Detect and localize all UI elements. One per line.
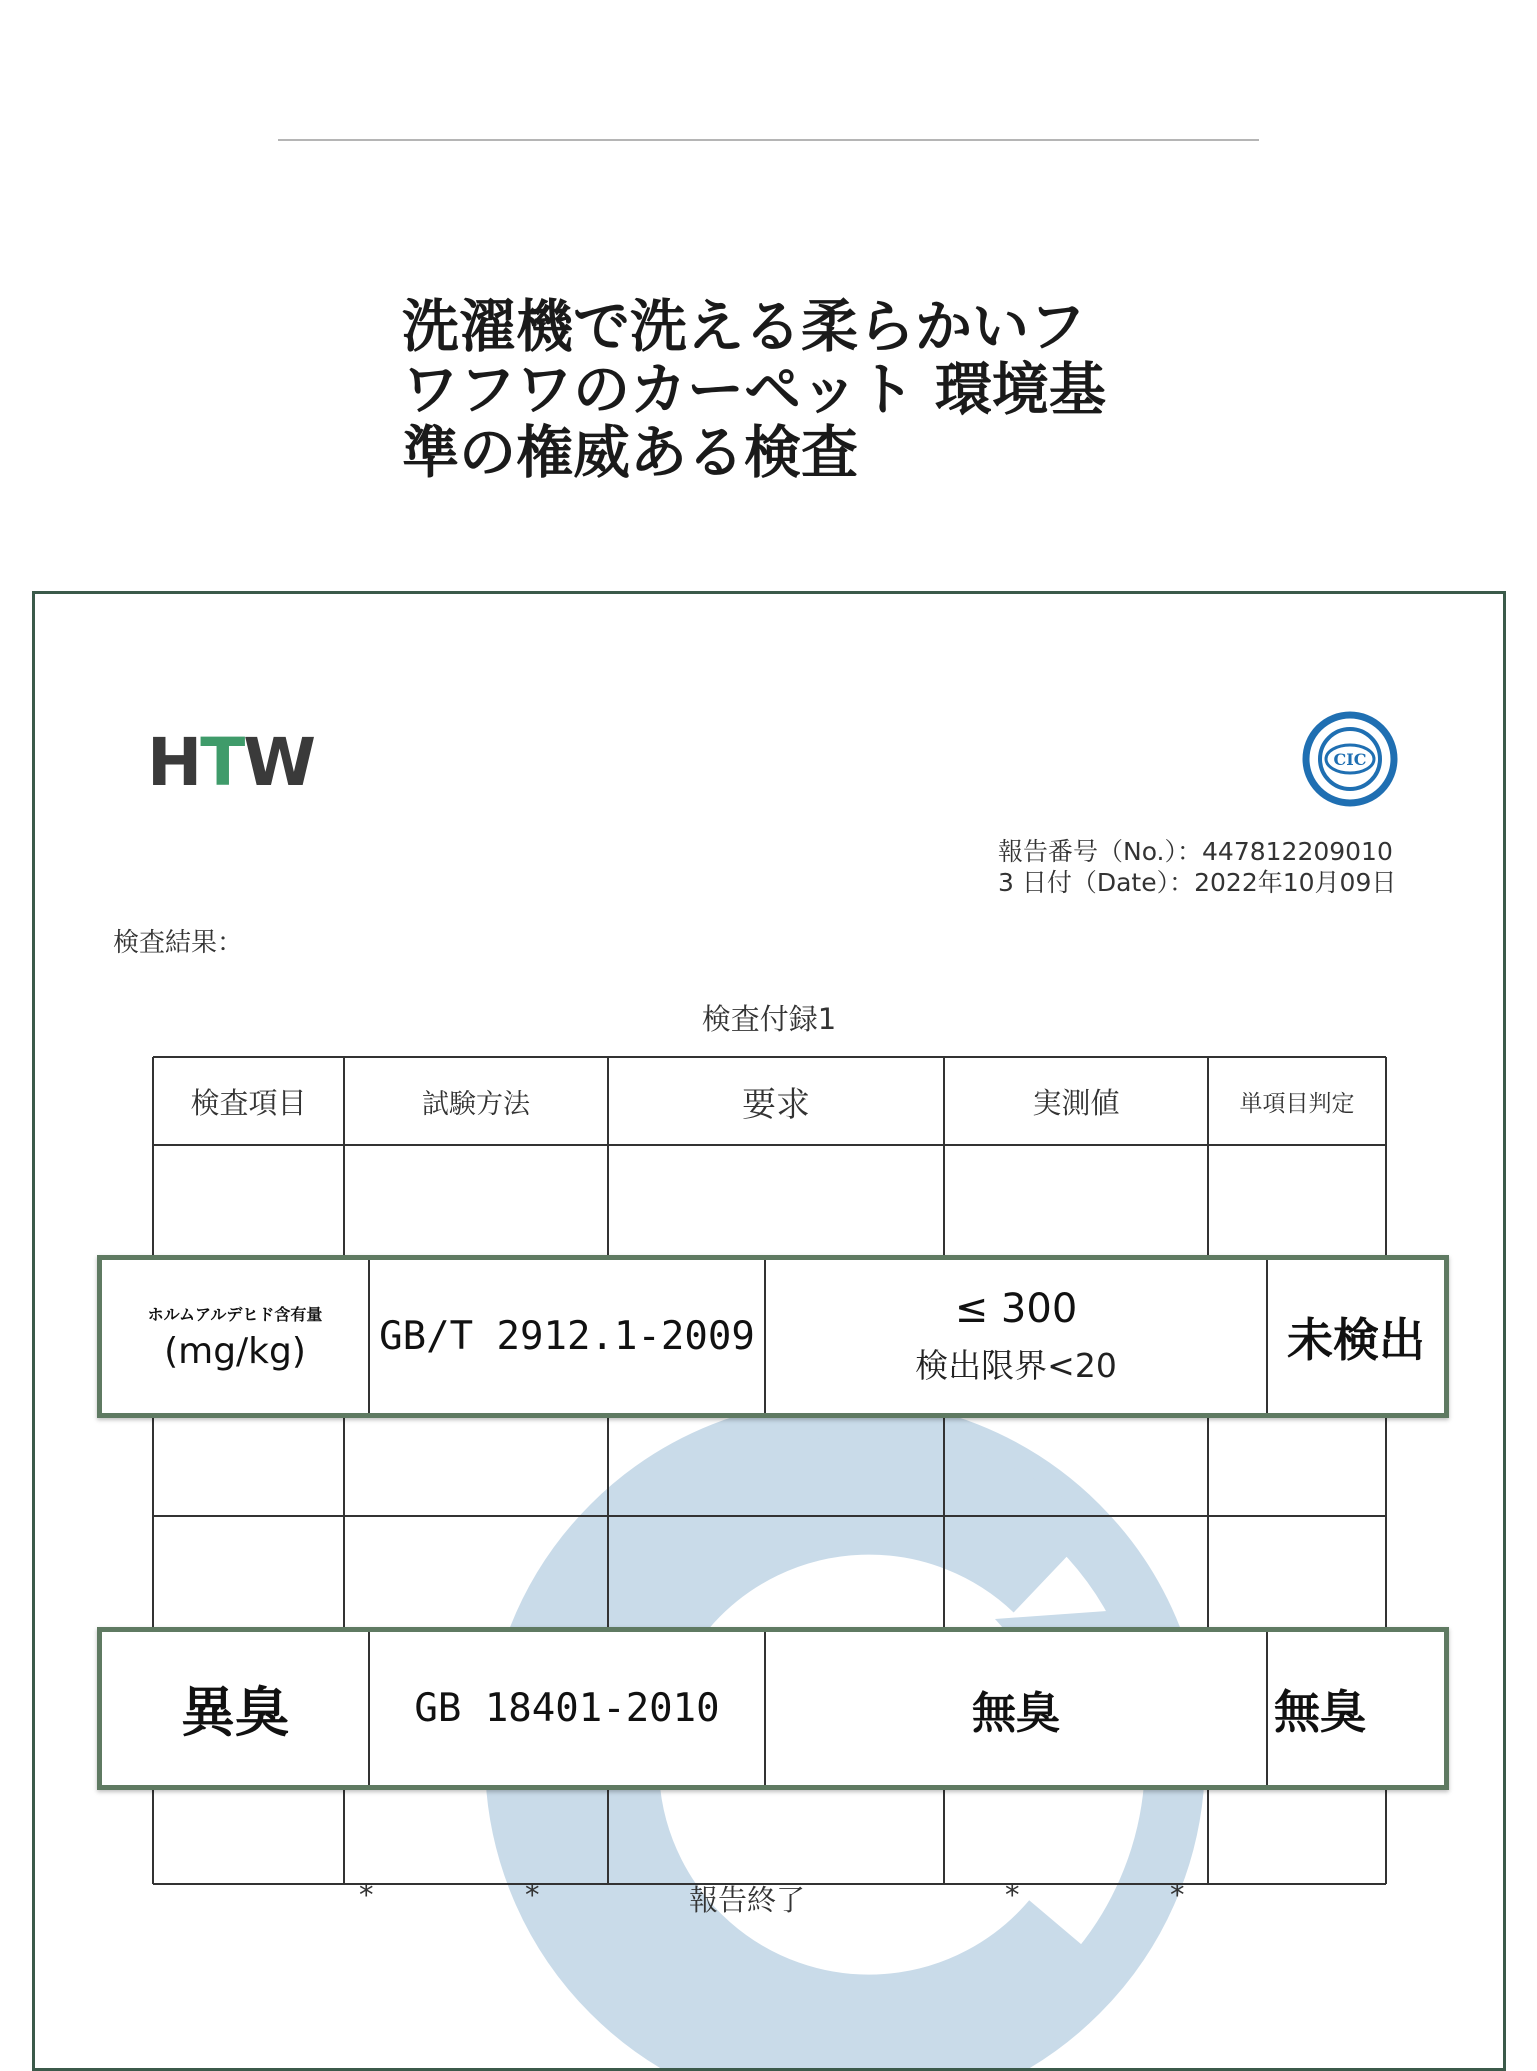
header-item: 検査項目 [190,1085,307,1120]
formaldehyde-detection-limit: 検出限界<20 [915,1346,1117,1385]
row-odor-method: GB 18401-2010 [414,1686,720,1731]
asterisk-marker: * [1005,1878,1020,1912]
asterisk-marker: * [1170,1878,1185,1912]
asterisk-marker: * [359,1878,374,1912]
formaldehyde-limit: ≤ 300 [954,1286,1078,1332]
formaldehyde-label: ホルムアルデヒド含有量 [147,1304,323,1324]
asterisk-marker: * [525,1878,540,1912]
header-measured: 実測値 [1032,1085,1120,1120]
formaldehyde-unit: (mg/kg) [164,1330,306,1372]
row-formaldehyde-result: 未検出 [1287,1312,1425,1367]
row-formaldehyde-requirement [766,1260,1266,1413]
top-divider [278,139,1259,141]
row-formaldehyde [97,1255,1449,1418]
header-method: 試験方法 [422,1088,530,1120]
htw-logo: HTW [147,724,315,801]
row-formaldehyde-item [102,1260,368,1413]
page-title-line-2: ワフワのカーペット 環境基 [402,357,1106,423]
header-requirement: 要求 [742,1084,810,1125]
test-report [32,591,1506,2071]
page-title-line-1: 洗濯機で洗える柔らかいフ [402,294,1086,360]
page-title-line-3: 準の権威ある検査 [402,420,858,486]
page-title [402,296,1162,485]
header-verdict: 単項目判定 [1239,1090,1355,1117]
report-end-row [35,1878,1503,1918]
row-formaldehyde-method: GB/T 2912.1-2009 [379,1314,755,1359]
row-odor-requirement: 無臭 [972,1687,1060,1739]
results-label: 検査結果： [113,928,244,958]
seal-text: CIC [1333,750,1367,769]
row-odor-item: 異臭 [181,1681,289,1744]
report-date: 3 日付（Date）：2022年10月09日 [998,868,1397,897]
appendix-title: 検査付録1 [701,1002,837,1036]
row-odor-result: 無臭 [1274,1684,1366,1739]
report-number: 報告番号（No.）：447812209010 [998,837,1393,866]
row-odor [97,1627,1449,1790]
report-end-label: 報告終了 [689,1883,806,1917]
